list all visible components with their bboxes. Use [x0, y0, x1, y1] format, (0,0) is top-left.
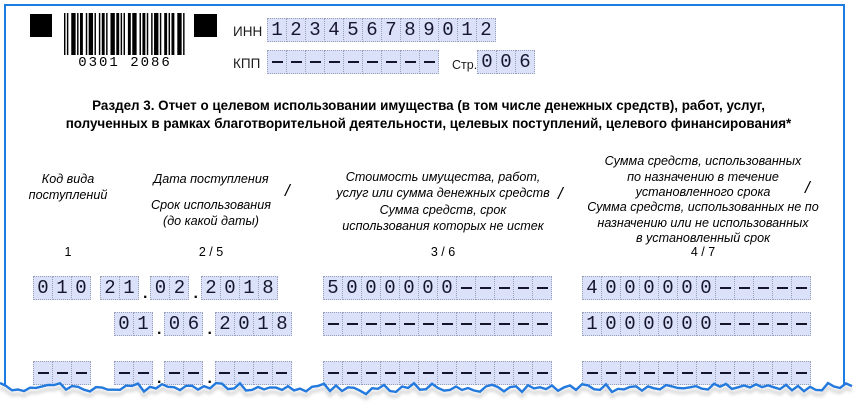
char-cell	[772, 312, 792, 336]
char-cell	[734, 312, 754, 336]
char-cell: 0	[639, 276, 659, 300]
header-slash-col4: /	[805, 178, 810, 197]
char-cell: 2	[476, 18, 496, 42]
date-separator: .	[207, 321, 212, 338]
torn-page-edge	[0, 370, 857, 408]
char-cell	[324, 50, 344, 74]
char-cell	[513, 312, 533, 336]
col-header-funds-used-top: Сумма средств, использованных по назначению в течение установленного срока	[604, 154, 802, 199]
char-cell	[475, 276, 495, 300]
char-cell: 0	[71, 276, 91, 300]
char-cell	[381, 50, 401, 74]
char-cell: 1	[253, 312, 273, 336]
char-cell: 1	[267, 18, 287, 42]
row2-date-field[interactable]	[114, 312, 292, 336]
char-cell	[399, 312, 419, 336]
col-header-property-value-top: Стоимость имущества, работ, услуг или сумма денежных средств	[336, 170, 550, 200]
char-cell: 0	[342, 276, 362, 300]
char-cell: 0	[361, 276, 381, 300]
date-separator: .	[143, 285, 148, 302]
char-cell: 0	[601, 312, 621, 336]
inn-field[interactable]	[267, 18, 496, 42]
char-cell: 0	[164, 312, 184, 336]
char-cell	[513, 276, 533, 300]
char-cell	[791, 312, 811, 336]
char-cell	[734, 276, 754, 300]
char-cell	[753, 276, 773, 300]
date-separator: .	[157, 370, 162, 387]
char-cell	[715, 276, 735, 300]
char-cell	[456, 276, 476, 300]
char-cell: 0	[658, 312, 678, 336]
char-cell: 6	[183, 312, 203, 336]
col-number-3: 3 / 6	[430, 245, 456, 259]
kpp-field[interactable]	[267, 50, 439, 74]
char-cell	[323, 312, 343, 336]
char-cell: 0	[620, 276, 640, 300]
char-cell: 2	[215, 312, 235, 336]
char-cell	[400, 50, 420, 74]
char-cell: 1	[239, 276, 259, 300]
char-cell: 1	[119, 276, 139, 300]
col-number-4: 4 / 7	[690, 245, 716, 259]
char-cell: 0	[639, 312, 659, 336]
row2-used-field[interactable]	[582, 312, 811, 336]
char-cell	[361, 312, 381, 336]
col-number-1: 1	[64, 245, 72, 259]
char-cell: 0	[220, 276, 240, 300]
char-cell: 1	[133, 312, 153, 336]
char-cell	[494, 276, 514, 300]
char-cell: 6	[362, 18, 382, 42]
section-title-line2: полученных в рамках благотворительной деятельности, целевых поступлений, целевого финансирования*	[65, 115, 792, 131]
char-cell: 5	[343, 18, 363, 42]
char-cell	[343, 50, 363, 74]
page-number-label: Стр.	[452, 58, 478, 72]
char-cell: 1	[457, 18, 477, 42]
char-cell: 0	[677, 276, 697, 300]
col-header-funds-used-bottom: Сумма средств, использованных не по назначению или не использованных в установленный срок	[587, 200, 819, 245]
char-cell: 0	[477, 50, 497, 74]
char-cell: 0	[658, 276, 678, 300]
row1-code-field[interactable]	[33, 276, 91, 300]
col-header-receipt-date-top: Дата поступления	[153, 172, 269, 186]
char-cell	[475, 312, 495, 336]
char-cell	[418, 312, 438, 336]
char-cell	[342, 312, 362, 336]
char-cell	[305, 50, 325, 74]
char-cell: 0	[677, 312, 697, 336]
col-header-receipt-date-bottom: Срок использования (до какой даты)	[151, 198, 271, 228]
section-title	[0, 97, 857, 132]
registration-mark-right-icon	[194, 14, 217, 37]
char-cell	[267, 50, 287, 74]
char-cell: 0	[234, 312, 254, 336]
char-cell: 0	[380, 276, 400, 300]
col-header-receipt-code: Код вида поступлений	[28, 172, 108, 202]
char-cell	[772, 276, 792, 300]
char-cell: 2	[286, 18, 306, 42]
char-cell: 2	[100, 276, 120, 300]
char-cell: 0	[114, 312, 134, 336]
char-cell	[362, 50, 382, 74]
char-cell: 8	[258, 276, 278, 300]
char-cell	[532, 276, 552, 300]
header-slash-col2: /	[285, 181, 290, 200]
kpp-label: КПП	[233, 56, 261, 71]
char-cell	[380, 312, 400, 336]
registration-mark-left-icon	[30, 14, 52, 37]
char-cell: 0	[696, 312, 716, 336]
char-cell: 0	[496, 50, 516, 74]
date-separator: .	[193, 285, 198, 302]
char-cell	[456, 312, 476, 336]
header-slash-col3: /	[558, 184, 563, 203]
char-cell	[286, 50, 306, 74]
row1-date-field[interactable]	[100, 276, 278, 300]
char-cell	[715, 312, 735, 336]
section-title-line1: Раздел 3. Отчет о целевом использовании имущества (в том числе денежных средств), работ, услуг,	[92, 98, 765, 113]
char-cell	[419, 50, 439, 74]
char-cell: 1	[52, 276, 72, 300]
char-cell: 6	[515, 50, 535, 74]
char-cell: 0	[418, 276, 438, 300]
row2-value-field[interactable]	[323, 312, 552, 336]
char-cell: 0	[33, 276, 53, 300]
char-cell: 4	[324, 18, 344, 42]
char-cell: 2	[201, 276, 221, 300]
char-cell	[791, 276, 811, 300]
char-cell: 1	[582, 312, 602, 336]
char-cell: 0	[601, 276, 621, 300]
char-cell: 0	[438, 18, 458, 42]
char-cell: 5	[323, 276, 343, 300]
row1-value-field[interactable]	[323, 276, 552, 300]
char-cell: 7	[381, 18, 401, 42]
char-cell: 0	[696, 276, 716, 300]
char-cell: 0	[150, 276, 170, 300]
char-cell: 9	[419, 18, 439, 42]
date-separator: .	[207, 370, 212, 387]
char-cell: 8	[400, 18, 420, 42]
inn-label: ИНН	[233, 24, 263, 39]
barcode-icon	[64, 13, 186, 55]
char-cell: 0	[399, 276, 419, 300]
char-cell: 8	[272, 312, 292, 336]
char-cell: 0	[620, 312, 640, 336]
char-cell: 3	[305, 18, 325, 42]
char-cell	[532, 312, 552, 336]
col-header-property-value-bottom: Сумма средств, срок использования которых не истек	[342, 203, 544, 233]
char-cell	[437, 312, 457, 336]
page-number-field[interactable]	[477, 50, 535, 74]
char-cell	[494, 312, 514, 336]
char-cell	[753, 312, 773, 336]
date-separator: .	[157, 321, 162, 338]
char-cell: 4	[582, 276, 602, 300]
row1-used-field[interactable]	[582, 276, 811, 300]
char-cell: 2	[169, 276, 189, 300]
barcode-number: 0301 2086	[78, 55, 172, 71]
char-cell: 0	[437, 276, 457, 300]
col-number-2: 2 / 5	[198, 245, 224, 259]
